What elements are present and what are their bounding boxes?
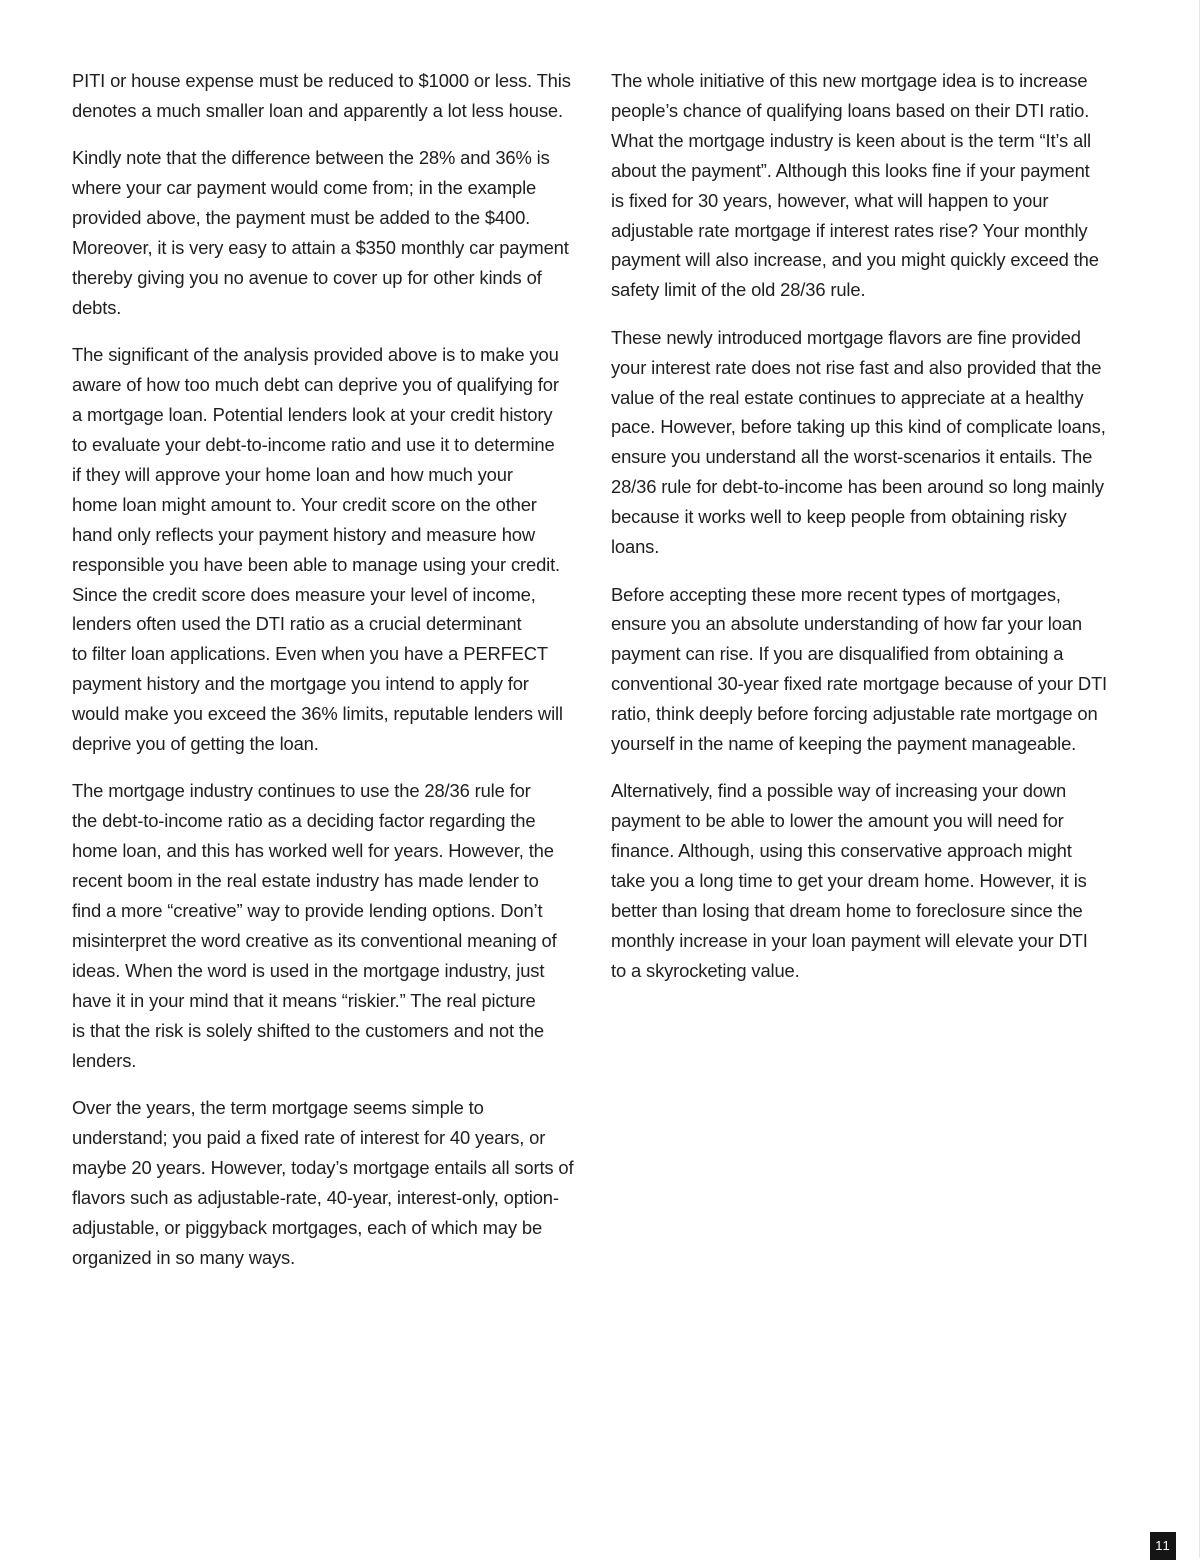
text-line: The mortgage industry continues to use the 28/36 rule for <box>72 780 531 802</box>
text-line: pace. However, before taking up this kind of complicate loans, <box>611 416 1106 438</box>
text-line: 28/36 rule for debt-to-income has been around so long mainly <box>611 476 1104 498</box>
text-line: denotes a much smaller loan and apparently a lot less house. <box>72 99 563 121</box>
text-line: Alternatively, find a possible way of increasing your down <box>611 780 1067 802</box>
text-line: have it in your mind that it means “riskier.” The real picture <box>72 989 536 1011</box>
text-line: a mortgage loan. Potential lenders look at your credit history <box>72 404 553 426</box>
text-line: Moreover, it is very easy to attain a $350 monthly car payment <box>72 237 569 259</box>
paragraph <box>611 580 1129 759</box>
text-line: aware of how too much debt can deprive you of qualifying for <box>72 374 559 396</box>
text-line: conventional 30-year fixed rate mortgage because of your DTI <box>611 673 1107 695</box>
text-line: flavors such as adjustable-rate, 40-year, interest-only, option- <box>72 1186 559 1208</box>
right-column <box>611 66 1129 1003</box>
text-line: PITI or house expense must be reduced to $1000 or less. This <box>72 70 571 91</box>
text-line: ensure you understand all the worst-scenarios it entails. The <box>611 446 1093 468</box>
text-line: take you a long time to get your dream home. However, it is <box>611 870 1087 892</box>
paragraph <box>72 1093 590 1272</box>
paragraph <box>72 776 590 1075</box>
text-line: ensure you an absolute understanding of how far your loan <box>611 613 1082 635</box>
text-line: Over the years, the term mortgage seems simple to <box>72 1097 484 1118</box>
page-number: 11 <box>1150 1532 1176 1560</box>
text-line: debts. <box>72 296 122 318</box>
left-column <box>72 66 590 1290</box>
text-line: The whole initiative of this new mortgage idea is to increase <box>611 70 1088 91</box>
text-line: ideas. When the word is used in the mortgage industry, just <box>72 959 545 981</box>
text-line: home loan, and this has worked well for years. However, the <box>72 840 554 862</box>
text-line: Since the credit score does measure your level of income, <box>72 583 536 605</box>
text-line: organized in so many ways. <box>72 1246 296 1268</box>
text-line: better than losing that dream home to foreclosure since the <box>611 900 1083 922</box>
text-line: payment to be able to lower the amount you will need for <box>611 810 1064 832</box>
paragraph <box>72 340 590 759</box>
text-line: would make you exceed the 36% limits, reputable lenders will <box>72 703 563 725</box>
text-line: where your car payment would come from; in the example <box>72 177 537 199</box>
text-line: recent boom in the real estate industry has made lender to <box>72 870 539 892</box>
text-line: value of the real estate continues to appreciate at a healthy <box>611 386 1084 408</box>
paragraph <box>611 776 1129 985</box>
text-line: home loan might amount to. Your credit score on the other <box>72 493 537 515</box>
text-line: to a skyrocketing value. <box>611 959 800 981</box>
text-line: loans. <box>611 536 660 558</box>
text-line: safety limit of the old 28/36 rule. <box>611 279 866 301</box>
paragraph <box>72 143 590 322</box>
text-line: payment history and the mortgage you intend to apply for <box>72 673 529 695</box>
text-line: Kindly note that the difference between the 28% and 36% is <box>72 147 550 169</box>
text-line: your interest rate does not rise fast and also provided that the <box>611 356 1102 378</box>
text-line: hand only reflects your payment history and measure how <box>72 523 536 545</box>
text-line: because it works well to keep people from obtaining risky <box>611 506 1067 528</box>
text-line: responsible you have been able to manage using your credit. <box>72 553 561 575</box>
paragraph <box>611 66 1129 305</box>
text-line: ratio, think deeply before forcing adjustable rate mortgage on <box>611 703 1098 725</box>
text-line: the debt-to-income ratio as a deciding factor regarding the <box>72 810 536 832</box>
text-line: maybe 20 years. However, today’s mortgage entails all sorts of <box>72 1156 574 1178</box>
text-line: find a more “creative” way to provide lending options. Don’t <box>72 900 543 922</box>
text-line: to evaluate your debt-to-income ratio and use it to determine <box>72 433 555 455</box>
text-line: understand; you paid a fixed rate of interest for 40 years, or <box>72 1126 546 1148</box>
text-line: is that the risk is solely shifted to the customers and not the <box>72 1019 545 1041</box>
text-line: Before accepting these more recent types of mortgages, <box>611 583 1061 605</box>
text-line: is fixed for 30 years, however, what will happen to your <box>611 189 1049 211</box>
text-line: yourself in the name of keeping the payment manageable. <box>611 733 1077 755</box>
text-line: payment will also increase, and you might quickly exceed the <box>611 249 1099 271</box>
text-line: The significant of the analysis provided above is to make you <box>72 344 559 366</box>
text-line: adjustable, or piggyback mortgages, each of which may be <box>72 1216 543 1238</box>
text-line: thereby giving you no avenue to cover up for other kinds of <box>72 266 542 288</box>
text-line: monthly increase in your loan payment will elevate your DTI <box>611 929 1088 951</box>
text-line: people’s chance of qualifying loans based on their DTI ratio. <box>611 99 1090 121</box>
text-line: payment can rise. If you are disqualified from obtaining a <box>611 643 1064 665</box>
text-line: lenders often used the DTI ratio as a crucial determinant <box>72 613 522 635</box>
paragraph <box>72 66 590 126</box>
text-line: deprive you of getting the loan. <box>72 733 319 755</box>
text-line: What the mortgage industry is keen about is the term “It’s all <box>611 129 1091 151</box>
text-line: about the payment”. Although this looks fine if your payment <box>611 159 1090 181</box>
paragraph <box>611 323 1129 562</box>
text-line: lenders. <box>72 1049 137 1071</box>
text-line: adjustable rate mortgage if interest rates rise? Your monthly <box>611 219 1088 241</box>
text-line: These newly introduced mortgage flavors are fine provided <box>611 326 1081 348</box>
text-line: provided above, the payment must be added to the $400. <box>72 207 531 229</box>
text-line: finance. Although, using this conservative approach might <box>611 840 1072 862</box>
text-line: if they will approve your home loan and how much your <box>72 463 513 485</box>
text-line: misinterpret the word creative as its conventional meaning of <box>72 929 557 951</box>
text-line: to filter loan applications. Even when you have a PERFECT <box>72 643 548 665</box>
